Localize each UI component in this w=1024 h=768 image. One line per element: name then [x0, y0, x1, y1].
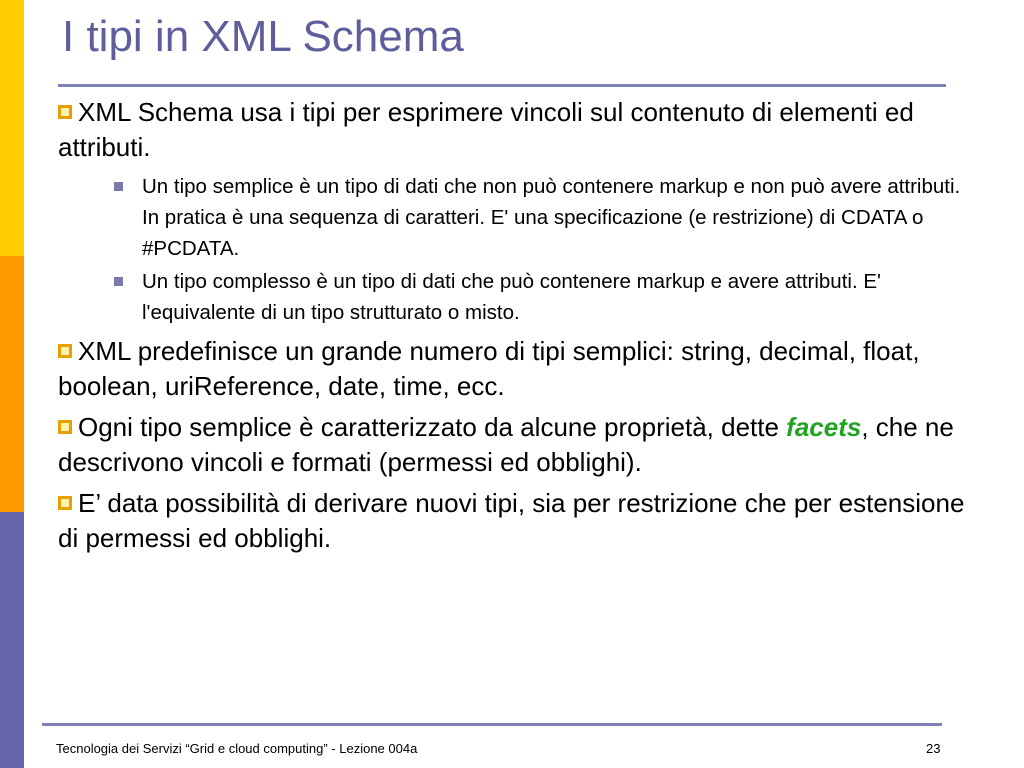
square-bullet-icon — [58, 496, 72, 510]
sub-bullet-2-text: Un tipo complesso è un tipo di dati che può contenere markup e avere attributi. E' l'equivalente di un tipo strutturato o misto. — [142, 270, 881, 324]
footer-text: Tecnologia dei Servizi “Grid e cloud computing” - Lezione 004a — [56, 741, 418, 756]
bullet-1-text: XML Schema usa i tipi per esprimere vincoli sul contenuto di elementi ed attributi. — [58, 97, 914, 162]
bullet-3-text-after: , che ne descrivono vincoli e formati (permessi ed obblighi). — [58, 412, 954, 477]
side-bar-yellow — [0, 0, 24, 256]
bullet-2 — [58, 334, 970, 404]
bullet-4 — [58, 486, 970, 556]
bullet-4-text: E’ data possibilità di derivare nuovi tipi, sia per restrizione che per estensione di permessi ed obblighi. — [58, 488, 965, 553]
bullet-2-text: XML predefinisce un grande numero di tipi semplici: string, decimal, float, boolean, uriReference, date, time, ecc. — [58, 336, 920, 401]
page-number: 23 — [926, 741, 941, 756]
bullet-1 — [58, 95, 970, 165]
sub-bullet-2 — [58, 266, 970, 328]
bullet-3 — [58, 410, 970, 480]
slide-content — [58, 95, 970, 562]
facets-emphasis: facets — [786, 412, 862, 442]
square-bullet-icon — [58, 105, 72, 119]
sub-bullet-1-text: Un tipo semplice è un tipo di dati che non può contenere markup e non può avere attributi. In pratica è una sequenza di caratteri. E' una specificazione (e restrizione) di CDATA o #PCDATA. — [142, 175, 961, 260]
square-bullet-icon — [58, 344, 72, 358]
square-bullet-icon — [58, 420, 72, 434]
sub-bullet-1 — [58, 171, 970, 264]
footer-divider — [42, 723, 942, 726]
small-square-bullet-icon — [114, 277, 123, 286]
side-bar-orange — [0, 256, 24, 512]
sub-bullet-list — [58, 171, 970, 328]
bullet-3-text-before: Ogni tipo semplice è caratterizzato da alcune proprietà, dette — [78, 412, 787, 442]
side-bar-purple — [0, 512, 24, 768]
small-square-bullet-icon — [114, 182, 123, 191]
slide-title: I tipi in XML Schema — [62, 12, 464, 61]
title-divider — [58, 84, 946, 87]
